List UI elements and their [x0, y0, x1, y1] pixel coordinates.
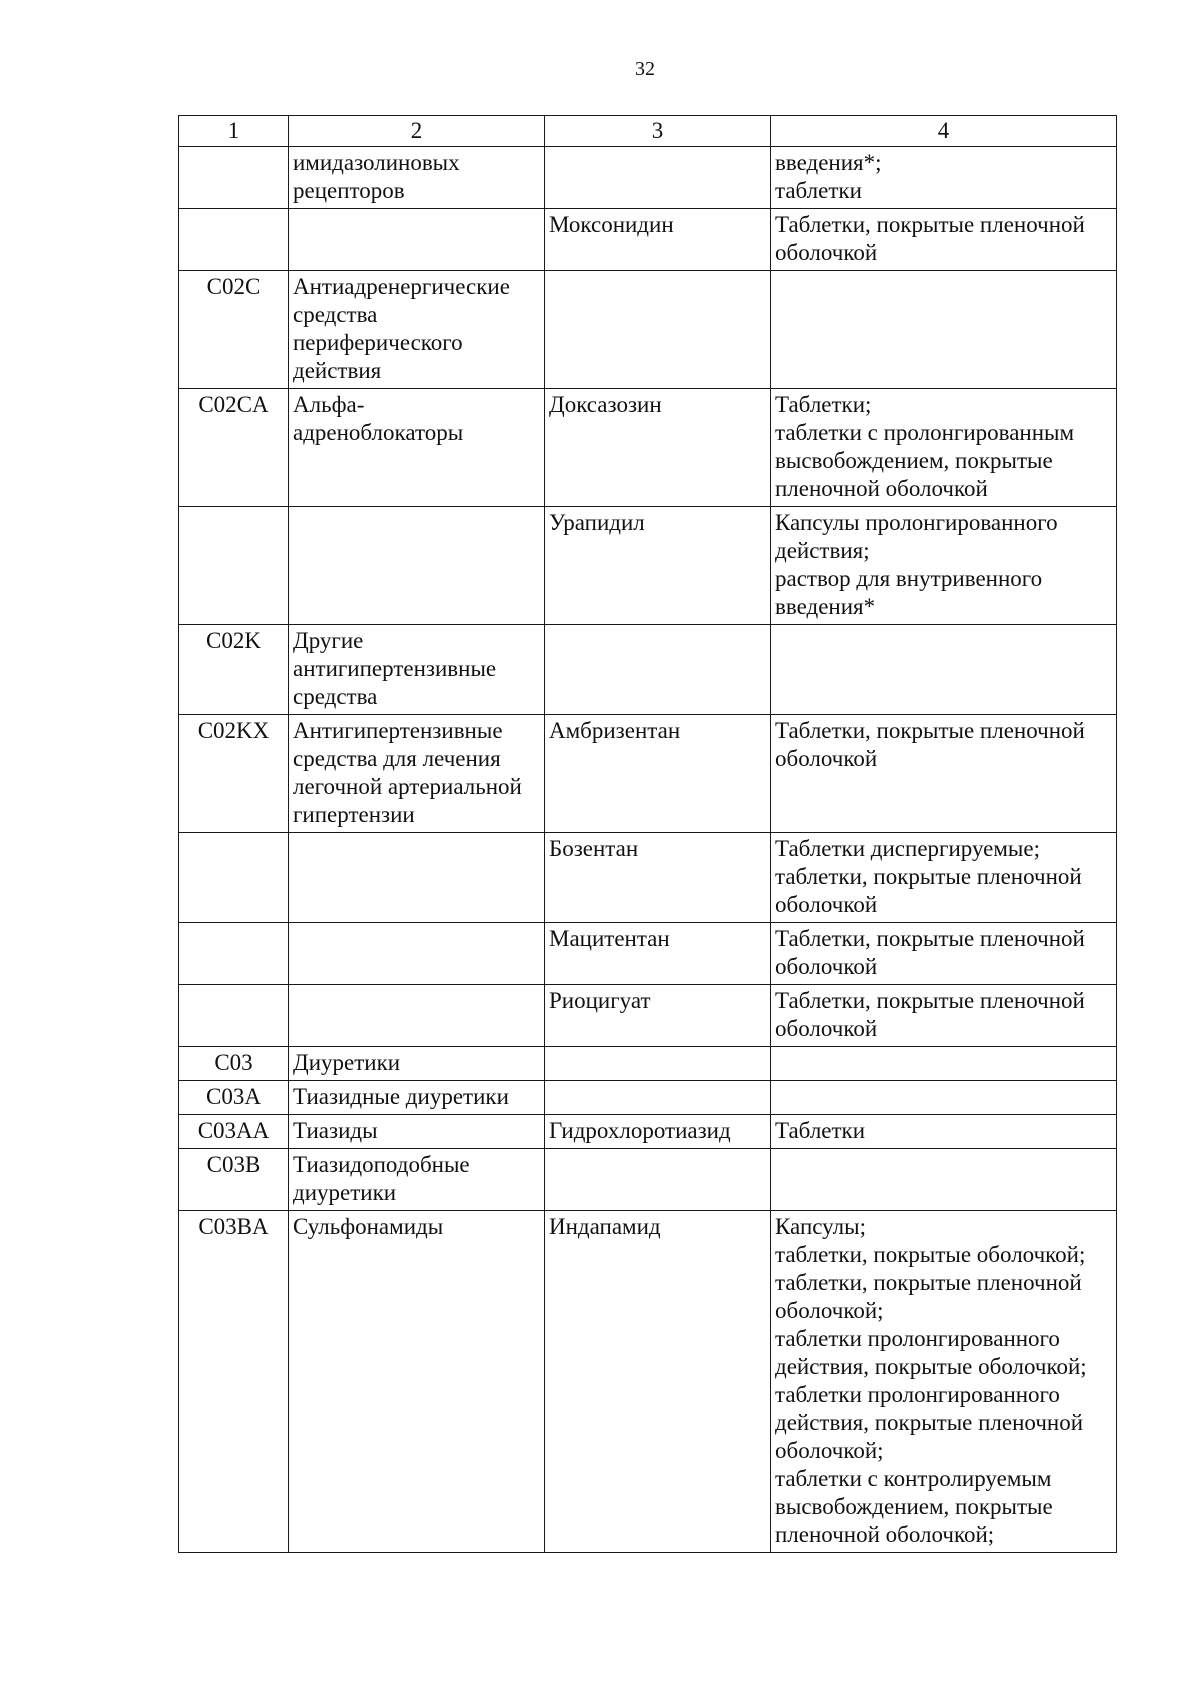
atc-code-cell — [179, 923, 289, 985]
dosage-form-cell — [771, 625, 1117, 715]
atc-code-cell — [179, 507, 289, 625]
atc-code-cell — [179, 833, 289, 923]
group-name-cell — [289, 209, 545, 271]
atc-code-cell: C03 — [179, 1047, 289, 1081]
header-cell-4: 4 — [771, 116, 1117, 147]
substance-cell — [545, 147, 771, 209]
header-cell-2: 2 — [289, 116, 545, 147]
atc-code-cell — [179, 985, 289, 1047]
dosage-form-cell: Таблетки диспергируемые; таблетки, покрытые пленочной оболочкой — [771, 833, 1117, 923]
dosage-form-cell: Таблетки, покрытые пленочной оболочкой — [771, 923, 1117, 985]
dosage-form-cell — [771, 1149, 1117, 1211]
dosage-form-cell: Таблетки, покрытые пленочной оболочкой — [771, 715, 1117, 833]
atc-code-cell: C03B — [179, 1149, 289, 1211]
substance-cell — [545, 1149, 771, 1211]
table-row — [179, 985, 1117, 1047]
header-cell-3: 3 — [545, 116, 771, 147]
group-name-cell: имидазолиновых рецепторов — [289, 147, 545, 209]
table-row — [179, 507, 1117, 625]
group-name-cell — [289, 985, 545, 1047]
group-name-cell: Тиазидоподобные диуретики — [289, 1149, 545, 1211]
substance-cell: Риоцигуат — [545, 985, 771, 1047]
table-row — [179, 625, 1117, 715]
page-number: 32 — [635, 58, 655, 80]
table-row — [179, 271, 1117, 389]
group-name-cell — [289, 833, 545, 923]
substance-cell: Гидрохлоротиазид — [545, 1115, 771, 1149]
substance-cell: Доксазозин — [545, 389, 771, 507]
table-row — [179, 1047, 1117, 1081]
group-name-cell: Тиазиды — [289, 1115, 545, 1149]
group-name-cell: Антиадренергические средства периферического действия — [289, 271, 545, 389]
header-cell-1: 1 — [179, 116, 289, 147]
substance-cell: Бозентан — [545, 833, 771, 923]
substance-cell: Мацитентан — [545, 923, 771, 985]
group-name-cell: Другие антигипертензивные средства — [289, 625, 545, 715]
substance-cell — [545, 625, 771, 715]
table-body — [179, 116, 1117, 1553]
dosage-form-cell: Таблетки, покрытые пленочной оболочкой — [771, 985, 1117, 1047]
substance-cell — [545, 1081, 771, 1115]
atc-code-cell: C03A — [179, 1081, 289, 1115]
substance-cell — [545, 1047, 771, 1081]
table-row — [179, 715, 1117, 833]
table-row — [179, 209, 1117, 271]
atc-code-cell: C02C — [179, 271, 289, 389]
table-row — [179, 1115, 1117, 1149]
group-name-cell: Альфа- адреноблокаторы — [289, 389, 545, 507]
substance-cell: Индапамид — [545, 1211, 771, 1553]
atc-code-cell — [179, 147, 289, 209]
group-name-cell: Сульфонамиды — [289, 1211, 545, 1553]
table-row — [179, 1081, 1117, 1115]
group-name-cell: Антигипертензивные средства для лечения легочной артериальной гипертензии — [289, 715, 545, 833]
table-header-row — [179, 116, 1117, 147]
substance-cell: Урапидил — [545, 507, 771, 625]
table-row — [179, 1149, 1117, 1211]
table-row — [179, 833, 1117, 923]
table-row — [179, 1211, 1117, 1553]
atc-code-cell: C02KX — [179, 715, 289, 833]
dosage-form-cell — [771, 1081, 1117, 1115]
group-name-cell — [289, 507, 545, 625]
table-row — [179, 923, 1117, 985]
substance-cell — [545, 271, 771, 389]
group-name-cell — [289, 923, 545, 985]
atc-code-cell: C02CA — [179, 389, 289, 507]
substance-cell: Моксонидин — [545, 209, 771, 271]
group-name-cell: Диуретики — [289, 1047, 545, 1081]
dosage-form-cell: введения*; таблетки — [771, 147, 1117, 209]
atc-code-cell — [179, 209, 289, 271]
table-row — [179, 147, 1117, 209]
dosage-form-cell: Таблетки; таблетки с пролонгированным высвобождением, покрытые пленочной оболочкой — [771, 389, 1117, 507]
drug-table — [178, 115, 1117, 1553]
atc-code-cell: C03AA — [179, 1115, 289, 1149]
substance-cell: Амбризентан — [545, 715, 771, 833]
dosage-form-cell — [771, 271, 1117, 389]
dosage-form-cell: Капсулы; таблетки, покрытые оболочкой; таблетки, покрытые пленочной оболочкой; таблетки пролонгированного действия, покрытые оболочкой; таблетки пролонгированного действия, покрытые пленочной оболочкой; таблетки с контролируемым высвобождением, покрытые пленочной оболочкой; — [771, 1211, 1117, 1553]
dosage-form-cell: Таблетки — [771, 1115, 1117, 1149]
dosage-form-cell — [771, 1047, 1117, 1081]
dosage-form-cell: Таблетки, покрытые пленочной оболочкой — [771, 209, 1117, 271]
atc-code-cell: C03BA — [179, 1211, 289, 1553]
dosage-form-cell: Капсулы пролонгированного действия; раствор для внутривенного введения* — [771, 507, 1117, 625]
table-row — [179, 389, 1117, 507]
group-name-cell: Тиазидные диуретики — [289, 1081, 545, 1115]
atc-code-cell: C02K — [179, 625, 289, 715]
